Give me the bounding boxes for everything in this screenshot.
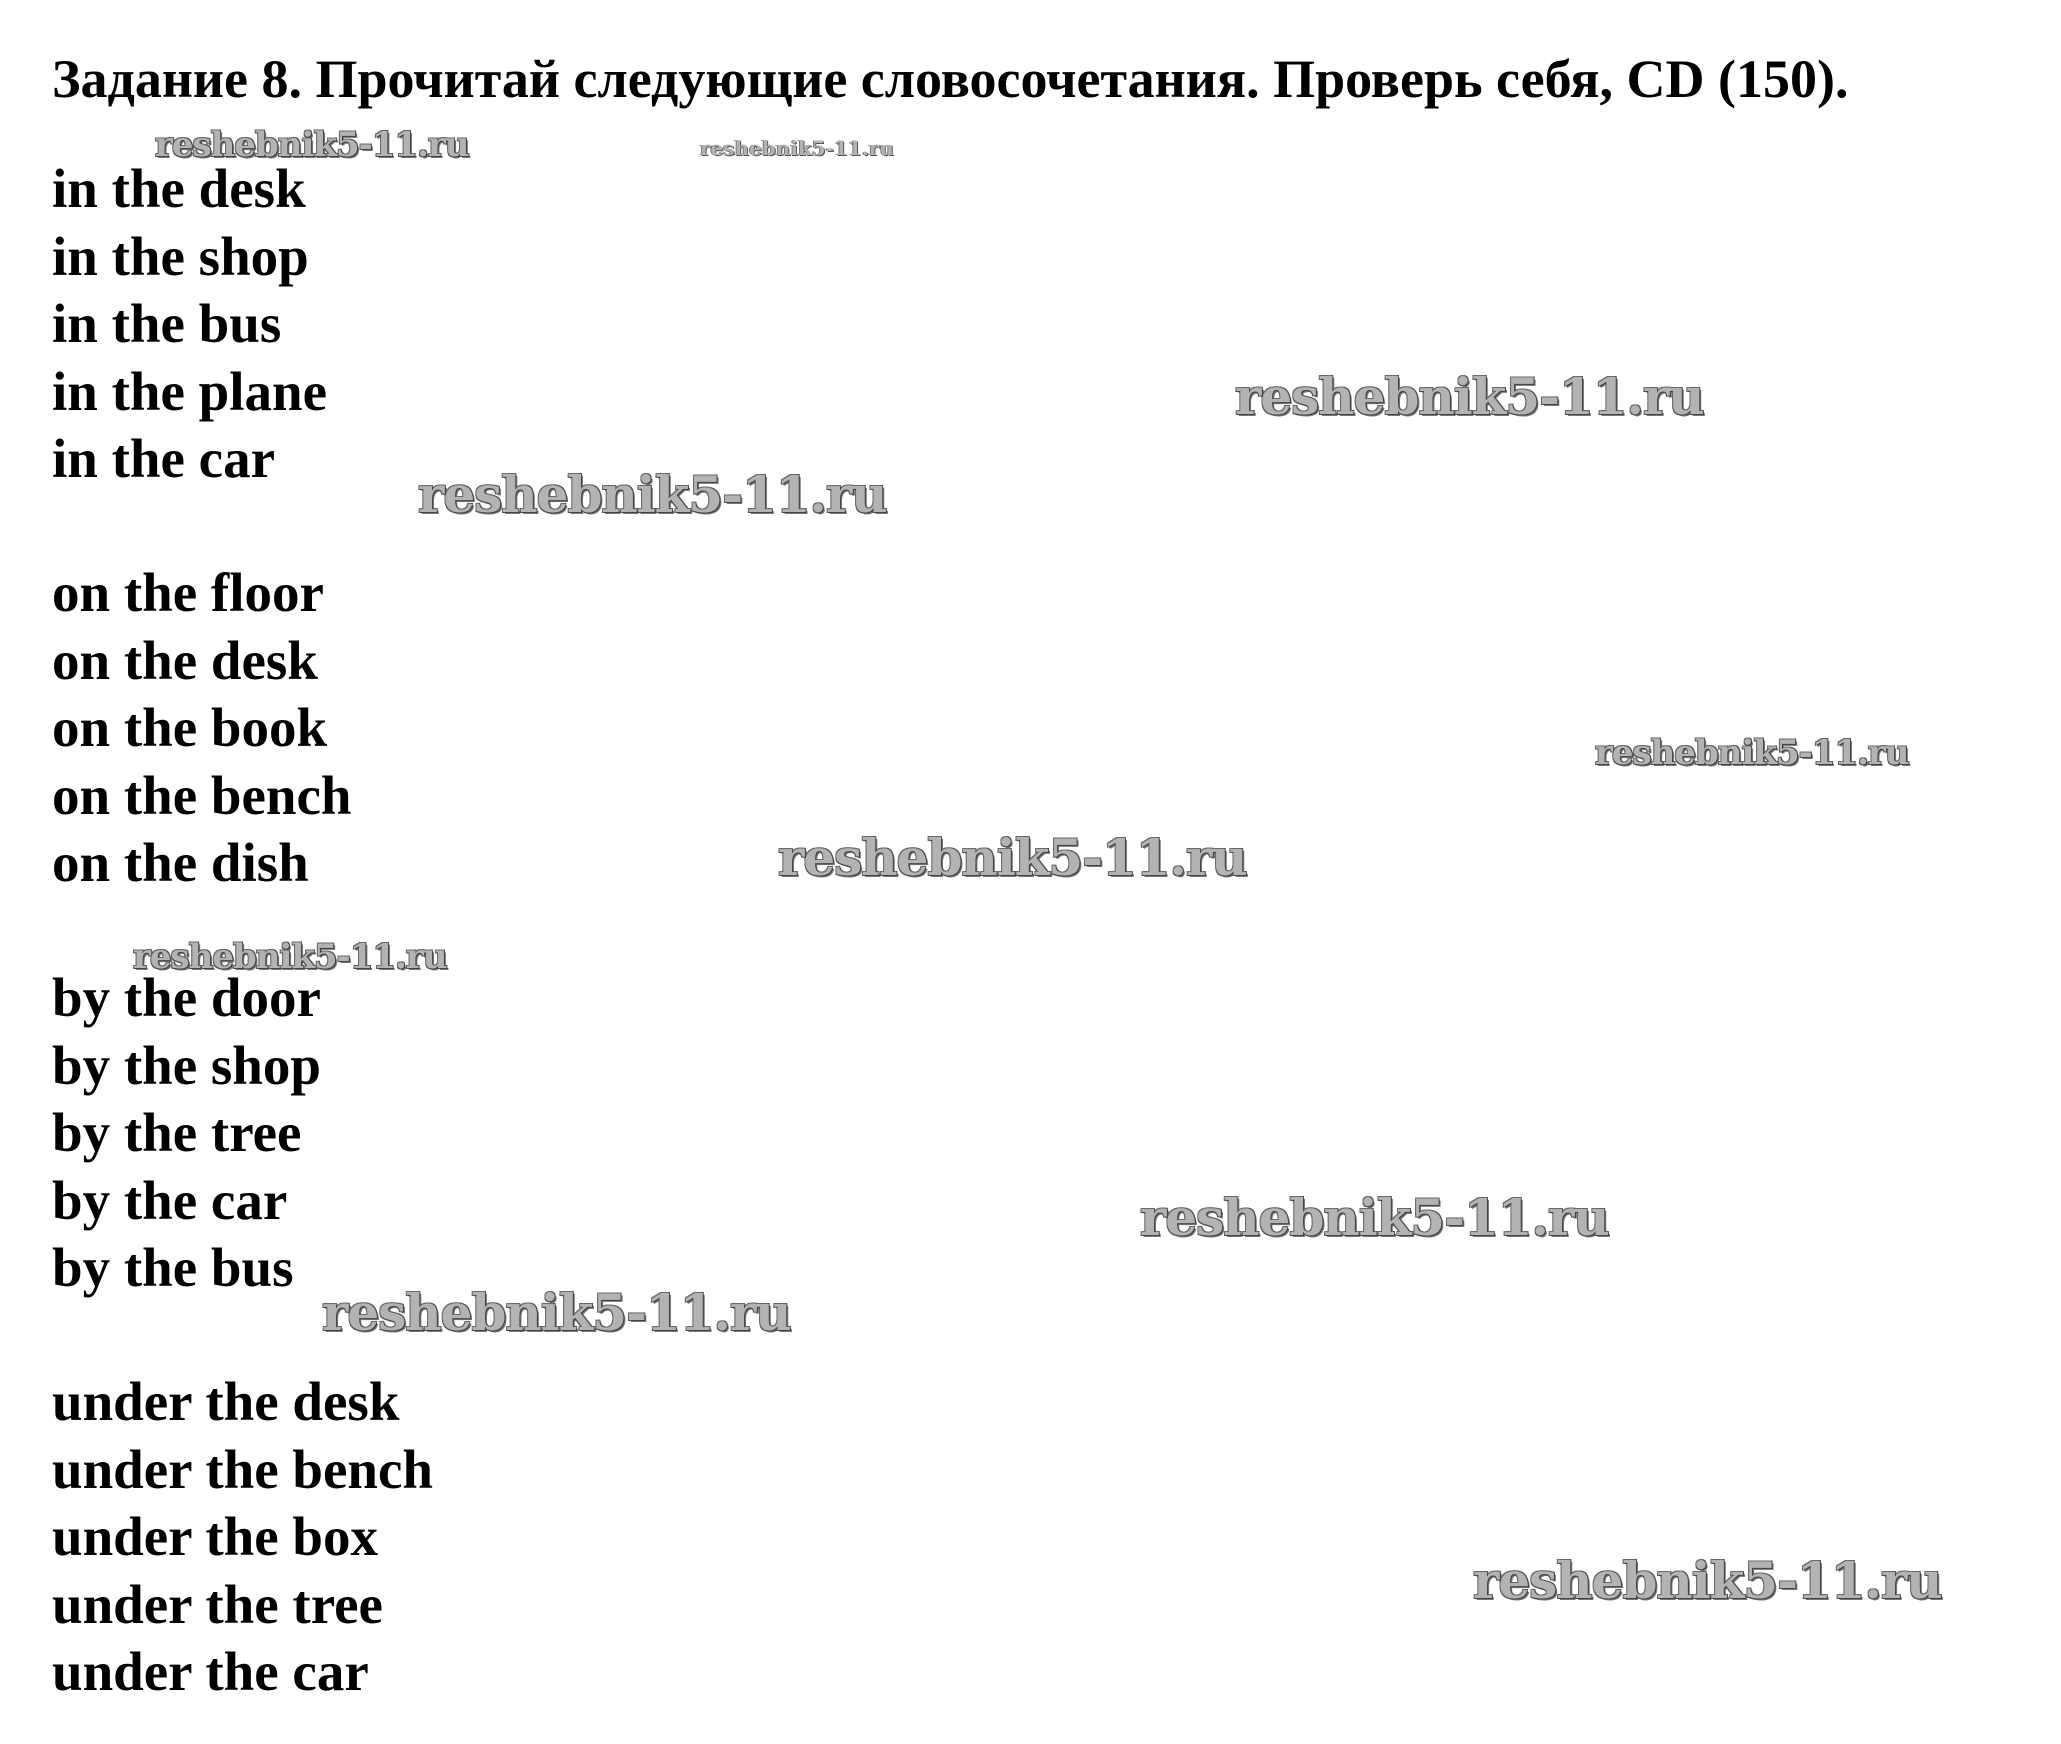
watermark: reshebnik5-11.ru — [418, 465, 887, 524]
phrase-group-on — [52, 559, 352, 897]
phrase-item: by the car — [52, 1169, 288, 1231]
watermark: reshebnik5-11.ru — [778, 828, 1247, 887]
watermark: reshebnik5-11.ru — [1595, 733, 1909, 773]
phrase-item: in the shop — [52, 225, 309, 287]
phrase-group-by — [52, 964, 321, 1302]
watermark: reshebnik5-11.ru — [700, 136, 894, 160]
phrase-item: by the tree — [52, 1102, 302, 1163]
phrase-item: by the bus — [52, 1237, 294, 1298]
phrase-item: under the desk — [52, 1371, 400, 1432]
phrase-item: in the plane — [52, 360, 328, 422]
watermark: reshebnik5-11.ru — [133, 937, 447, 977]
phrase-item: under the tree — [52, 1573, 383, 1635]
phrase-item: on the dish — [52, 832, 309, 893]
phrase-item: on the desk — [52, 629, 318, 691]
watermark: reshebnik5-11.ru — [1140, 1188, 1609, 1247]
phrase-item: by the shop — [52, 1034, 321, 1096]
phrase-item: in the bus — [52, 293, 282, 354]
phrase-item: under the car — [52, 1641, 369, 1702]
phrase-item: in the desk — [52, 158, 306, 219]
watermark: reshebnik5-11.ru — [1235, 367, 1704, 426]
watermark: reshebnik5-11.ru — [322, 1283, 791, 1342]
phrase-item: under the box — [52, 1506, 378, 1567]
phrase-item: in the car — [52, 428, 276, 489]
phrase-group-in — [52, 155, 327, 493]
watermark: reshebnik5-11.ru — [155, 125, 469, 165]
phrase-item: on the floor — [52, 562, 324, 623]
phrase-group-under — [52, 1368, 433, 1706]
phrase-item: by the door — [52, 967, 321, 1028]
page-title: Задание 8. Прочитай следующие словосочетания. Проверь себя, CD (150). — [52, 49, 1849, 109]
watermark: reshebnik5-11.ru — [1473, 1551, 1942, 1610]
phrase-item: under the bench — [52, 1438, 433, 1500]
phrase-item: on the bench — [52, 764, 352, 826]
phrase-item: on the book — [52, 697, 328, 758]
